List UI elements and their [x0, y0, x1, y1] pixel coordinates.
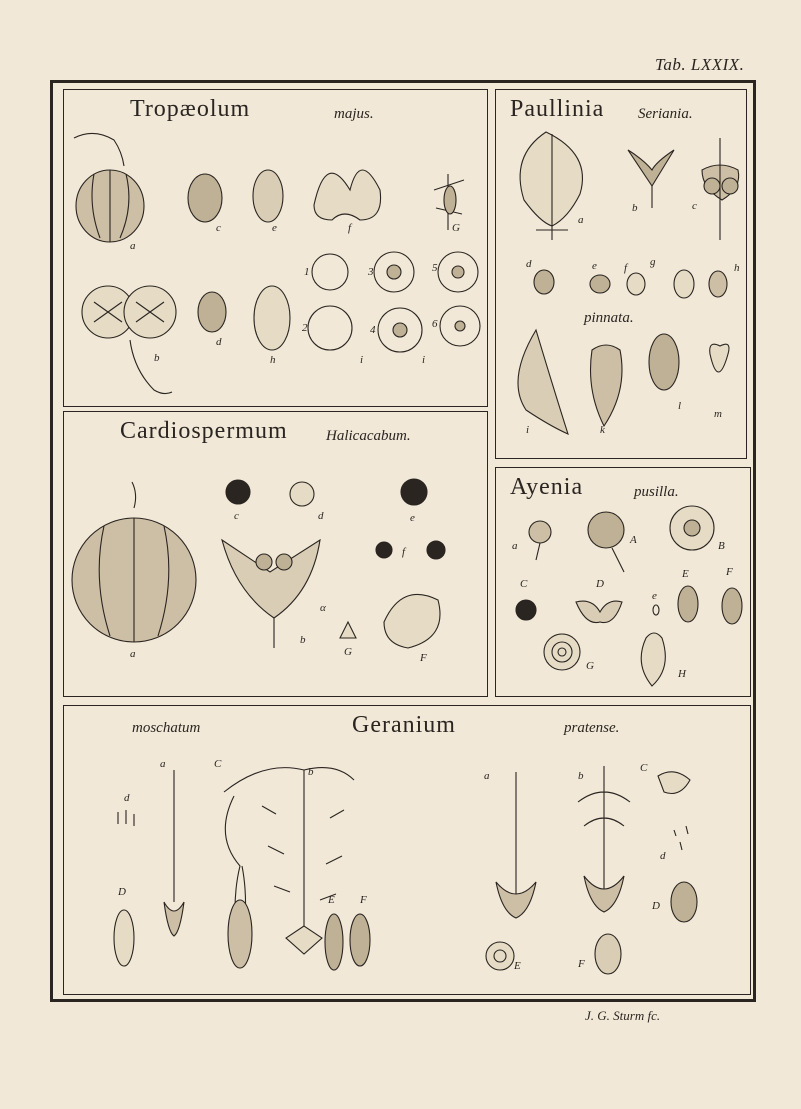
label-b: b	[308, 766, 314, 778]
label-k: k	[600, 424, 605, 436]
label-i1: i	[360, 354, 364, 366]
tropaeolum-engravings	[64, 90, 489, 408]
species-right: pratense.	[564, 720, 620, 736]
plate-frame	[50, 80, 756, 1002]
label-f: f	[624, 262, 628, 274]
label-F: F	[420, 652, 427, 664]
label-a: a	[130, 240, 136, 252]
label-G: G	[344, 646, 352, 658]
label-F: F	[360, 894, 367, 906]
label-alpha: α	[320, 602, 326, 614]
label-rd: d	[660, 850, 666, 862]
genus-title: Tropæolum	[130, 96, 251, 122]
label-f: f	[402, 546, 406, 558]
label-b: b	[632, 202, 638, 214]
label-rb: b	[578, 770, 584, 782]
label-rD: D	[652, 900, 660, 912]
label-l: l	[678, 400, 682, 412]
label-e: e	[410, 512, 415, 524]
engraver-signature: J. G. Sturm fc.	[585, 1008, 661, 1023]
label-b: b	[154, 352, 160, 364]
label-G: G	[452, 222, 460, 234]
label-d: d	[124, 792, 130, 804]
label-n4: 4	[370, 324, 376, 336]
label-G: G	[586, 660, 594, 672]
species-title: Halicacabum.	[326, 428, 411, 444]
label-E: E	[682, 568, 689, 580]
label-rF: F	[578, 958, 585, 970]
label-D: D	[596, 578, 604, 590]
label-d: d	[216, 336, 222, 348]
paullinia-engravings	[496, 90, 748, 460]
ayenia-engravings	[496, 468, 752, 698]
label-ra: a	[484, 770, 490, 782]
label-c: c	[234, 510, 239, 522]
label-rE: E	[514, 960, 521, 972]
panel-tropaeolum	[63, 89, 488, 407]
label-C: C	[214, 758, 222, 770]
label-a: a	[160, 758, 166, 770]
label-d: d	[318, 510, 324, 522]
label-m: m	[714, 408, 722, 420]
genus-title: Cardiospermum	[120, 418, 288, 444]
label-F: F	[726, 566, 733, 578]
species-title: pusilla.	[634, 484, 679, 500]
label-n6: 6	[432, 318, 438, 330]
genus-title: Ayenia	[510, 474, 584, 500]
label-H: H	[678, 668, 686, 680]
label-i: i	[526, 424, 530, 436]
geranium-engravings	[64, 706, 752, 996]
label-n1: 1	[304, 266, 310, 278]
label-n2: 2	[302, 322, 308, 334]
label-f: f	[348, 222, 352, 234]
label-h: h	[270, 354, 276, 366]
label-e: e	[592, 260, 597, 272]
panel-geranium	[63, 705, 751, 995]
label-a: a	[578, 214, 584, 226]
plate-number: Tab. LXXIX.	[655, 55, 745, 74]
species-title: majus.	[334, 106, 374, 122]
panel-cardiospermum	[63, 411, 488, 697]
label-g: g	[650, 256, 656, 268]
species-left: moschatum	[132, 720, 201, 736]
label-i2: i	[422, 354, 426, 366]
species-title: Seriania.	[638, 106, 693, 122]
label-rC: C	[640, 762, 648, 774]
panel-paullinia	[495, 89, 747, 459]
label-c: c	[692, 200, 697, 212]
label-b: b	[300, 634, 306, 646]
genus-title: Geranium	[352, 712, 456, 738]
label-e: e	[272, 222, 277, 234]
label-n5: 5	[432, 262, 438, 274]
label-A: A	[630, 534, 637, 546]
label-c: c	[216, 222, 221, 234]
panel-ayenia	[495, 467, 751, 697]
label-D: D	[118, 886, 126, 898]
label-B: B	[718, 540, 725, 552]
label-C: C	[520, 578, 528, 590]
label-a: a	[130, 648, 136, 660]
label-e: e	[652, 590, 657, 602]
species-title-2: pinnata.	[584, 310, 634, 326]
label-E: E	[328, 894, 335, 906]
label-h: h	[734, 262, 740, 274]
label-n3: 3	[368, 266, 374, 278]
label-a: a	[512, 540, 518, 552]
genus-title: Paullinia	[510, 96, 605, 122]
label-d: d	[526, 258, 532, 270]
